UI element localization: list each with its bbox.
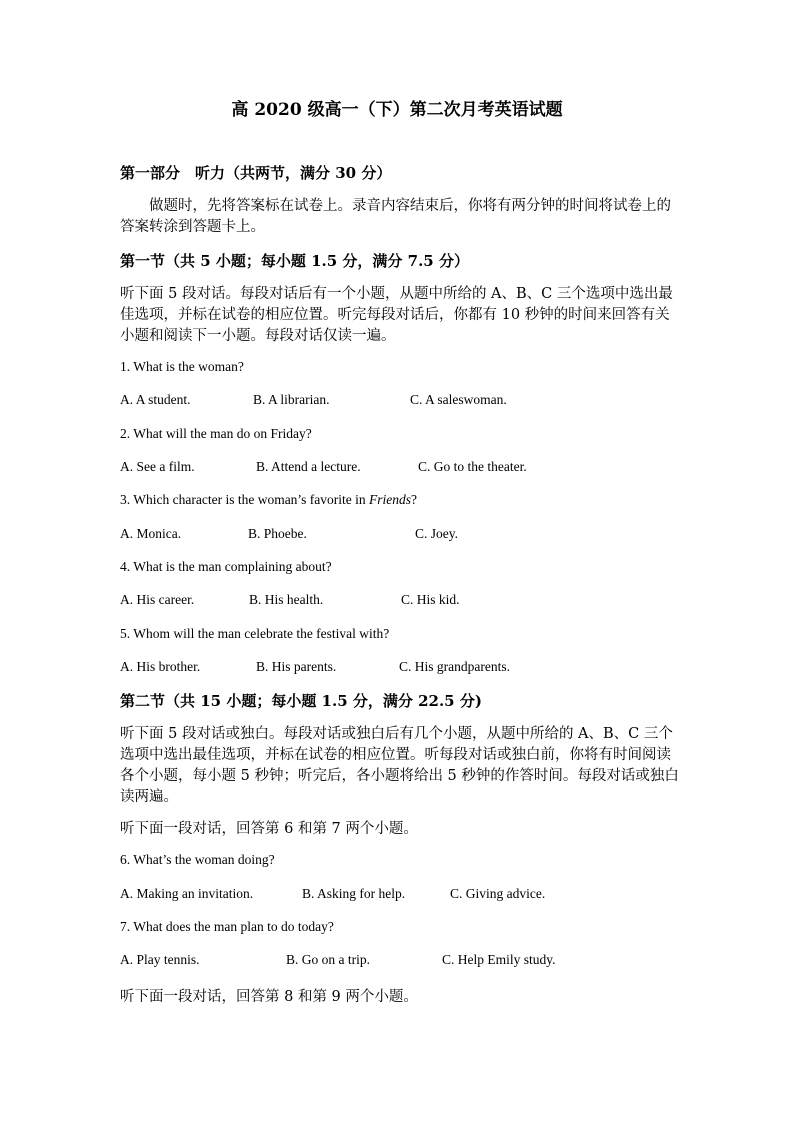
q4-option-c: C. His kid. [401,592,460,607]
question-3-italic: Friends [369,492,412,507]
question-3 [120,492,417,508]
q3-option-b: B. Phoebe. [248,526,307,541]
section1-heading: 第一节（共 5 小题；每小题 1.5 分，满分 7.5 分） [120,252,469,270]
q6-option-c: C. Giving advice. [450,886,546,901]
q2-option-a: A. See a film. [120,459,195,474]
part1-heading: 第一部分 听力（共两节，满分 30 分） [120,164,392,182]
question-7: 7. What does the man plan to do today? [120,919,334,934]
q1-option-b: B. A librarian. [253,392,330,407]
question-6: 6. What’s the woman doing? [120,852,275,867]
q6-option-b: B. Asking for help. [302,886,406,901]
section1-instructions: 听下面 5 段对话。每段对话后有一个小题，从题中所给的 A、B、C 三个选项中选出最佳选项，并标在试卷的相应位置。听完每段对话后，你都有 10 秒钟的时间来回答有关小题和阅读下一小题。每段对话仅读一遍。 [120,286,673,344]
section2-heading: 第二节（共 15 小题；每小题 1.5 分，满分 22.5 分) [120,692,482,710]
dialogue-intro-8-9: 听下面一段对话，回答第 8 和第 9 两个小题。 [120,989,418,1005]
dialogue-intro-6-7: 听下面一段对话，回答第 6 和第 7 两个小题。 [120,821,418,837]
q4-option-a: A. His career. [120,592,195,607]
q2-option-b: B. Attend a lecture. [256,459,361,474]
question-3-end: ? [411,492,418,507]
question-4: 4. What is the man complaining about? [120,559,332,574]
q7-option-c: C. Help Emily study. [442,952,556,967]
q1-option-c: C. A saleswoman. [410,392,507,407]
q7-option-b: B. Go on a trip. [286,952,370,967]
q5-option-b: B. His parents. [256,659,337,674]
q4-option-b: B. His health. [249,592,324,607]
q3-option-c: C. Joey. [415,526,458,541]
part1-instructions: 做题时，先将答案标在试卷上。录音内容结束后，你将有两分钟的时间将试卷上的答案转涂到答题卡上。 [120,198,671,235]
question-2: 2. What will the man do on Friday? [120,426,312,441]
question-1: 1. What is the woman? [120,359,244,374]
q5-option-c: C. His grandparents. [399,659,510,674]
page-title: 高 2020 级高一（下）第二次月考英语试题 [231,100,563,120]
q1-option-a: A. A student. [120,392,191,407]
question-5: 5. Whom will the man celebrate the festival with? [120,626,390,641]
q7-option-a: A. Play tennis. [120,952,200,967]
q6-option-a: A. Making an invitation. [120,886,254,901]
question-3-text: 3. Which character is the woman’s favorite in [120,492,370,507]
q3-option-a: A. Monica. [120,526,182,541]
section2-instructions: 听下面 5 段对话或独白。每段对话或独白后有几个小题，从题中所给的 A、B、C 三个选项中选出最佳选项，并标在试卷的相应位置。听每段对话或独白前，你将有时间阅读各个小题，每小题 5 秒钟；听完后，各小题将给出 5 秒钟的作答时间。每段对话或独白读两遍。 [120,726,679,805]
q5-option-a: A. His brother. [120,659,201,674]
q2-option-c: C. Go to the theater. [418,459,527,474]
